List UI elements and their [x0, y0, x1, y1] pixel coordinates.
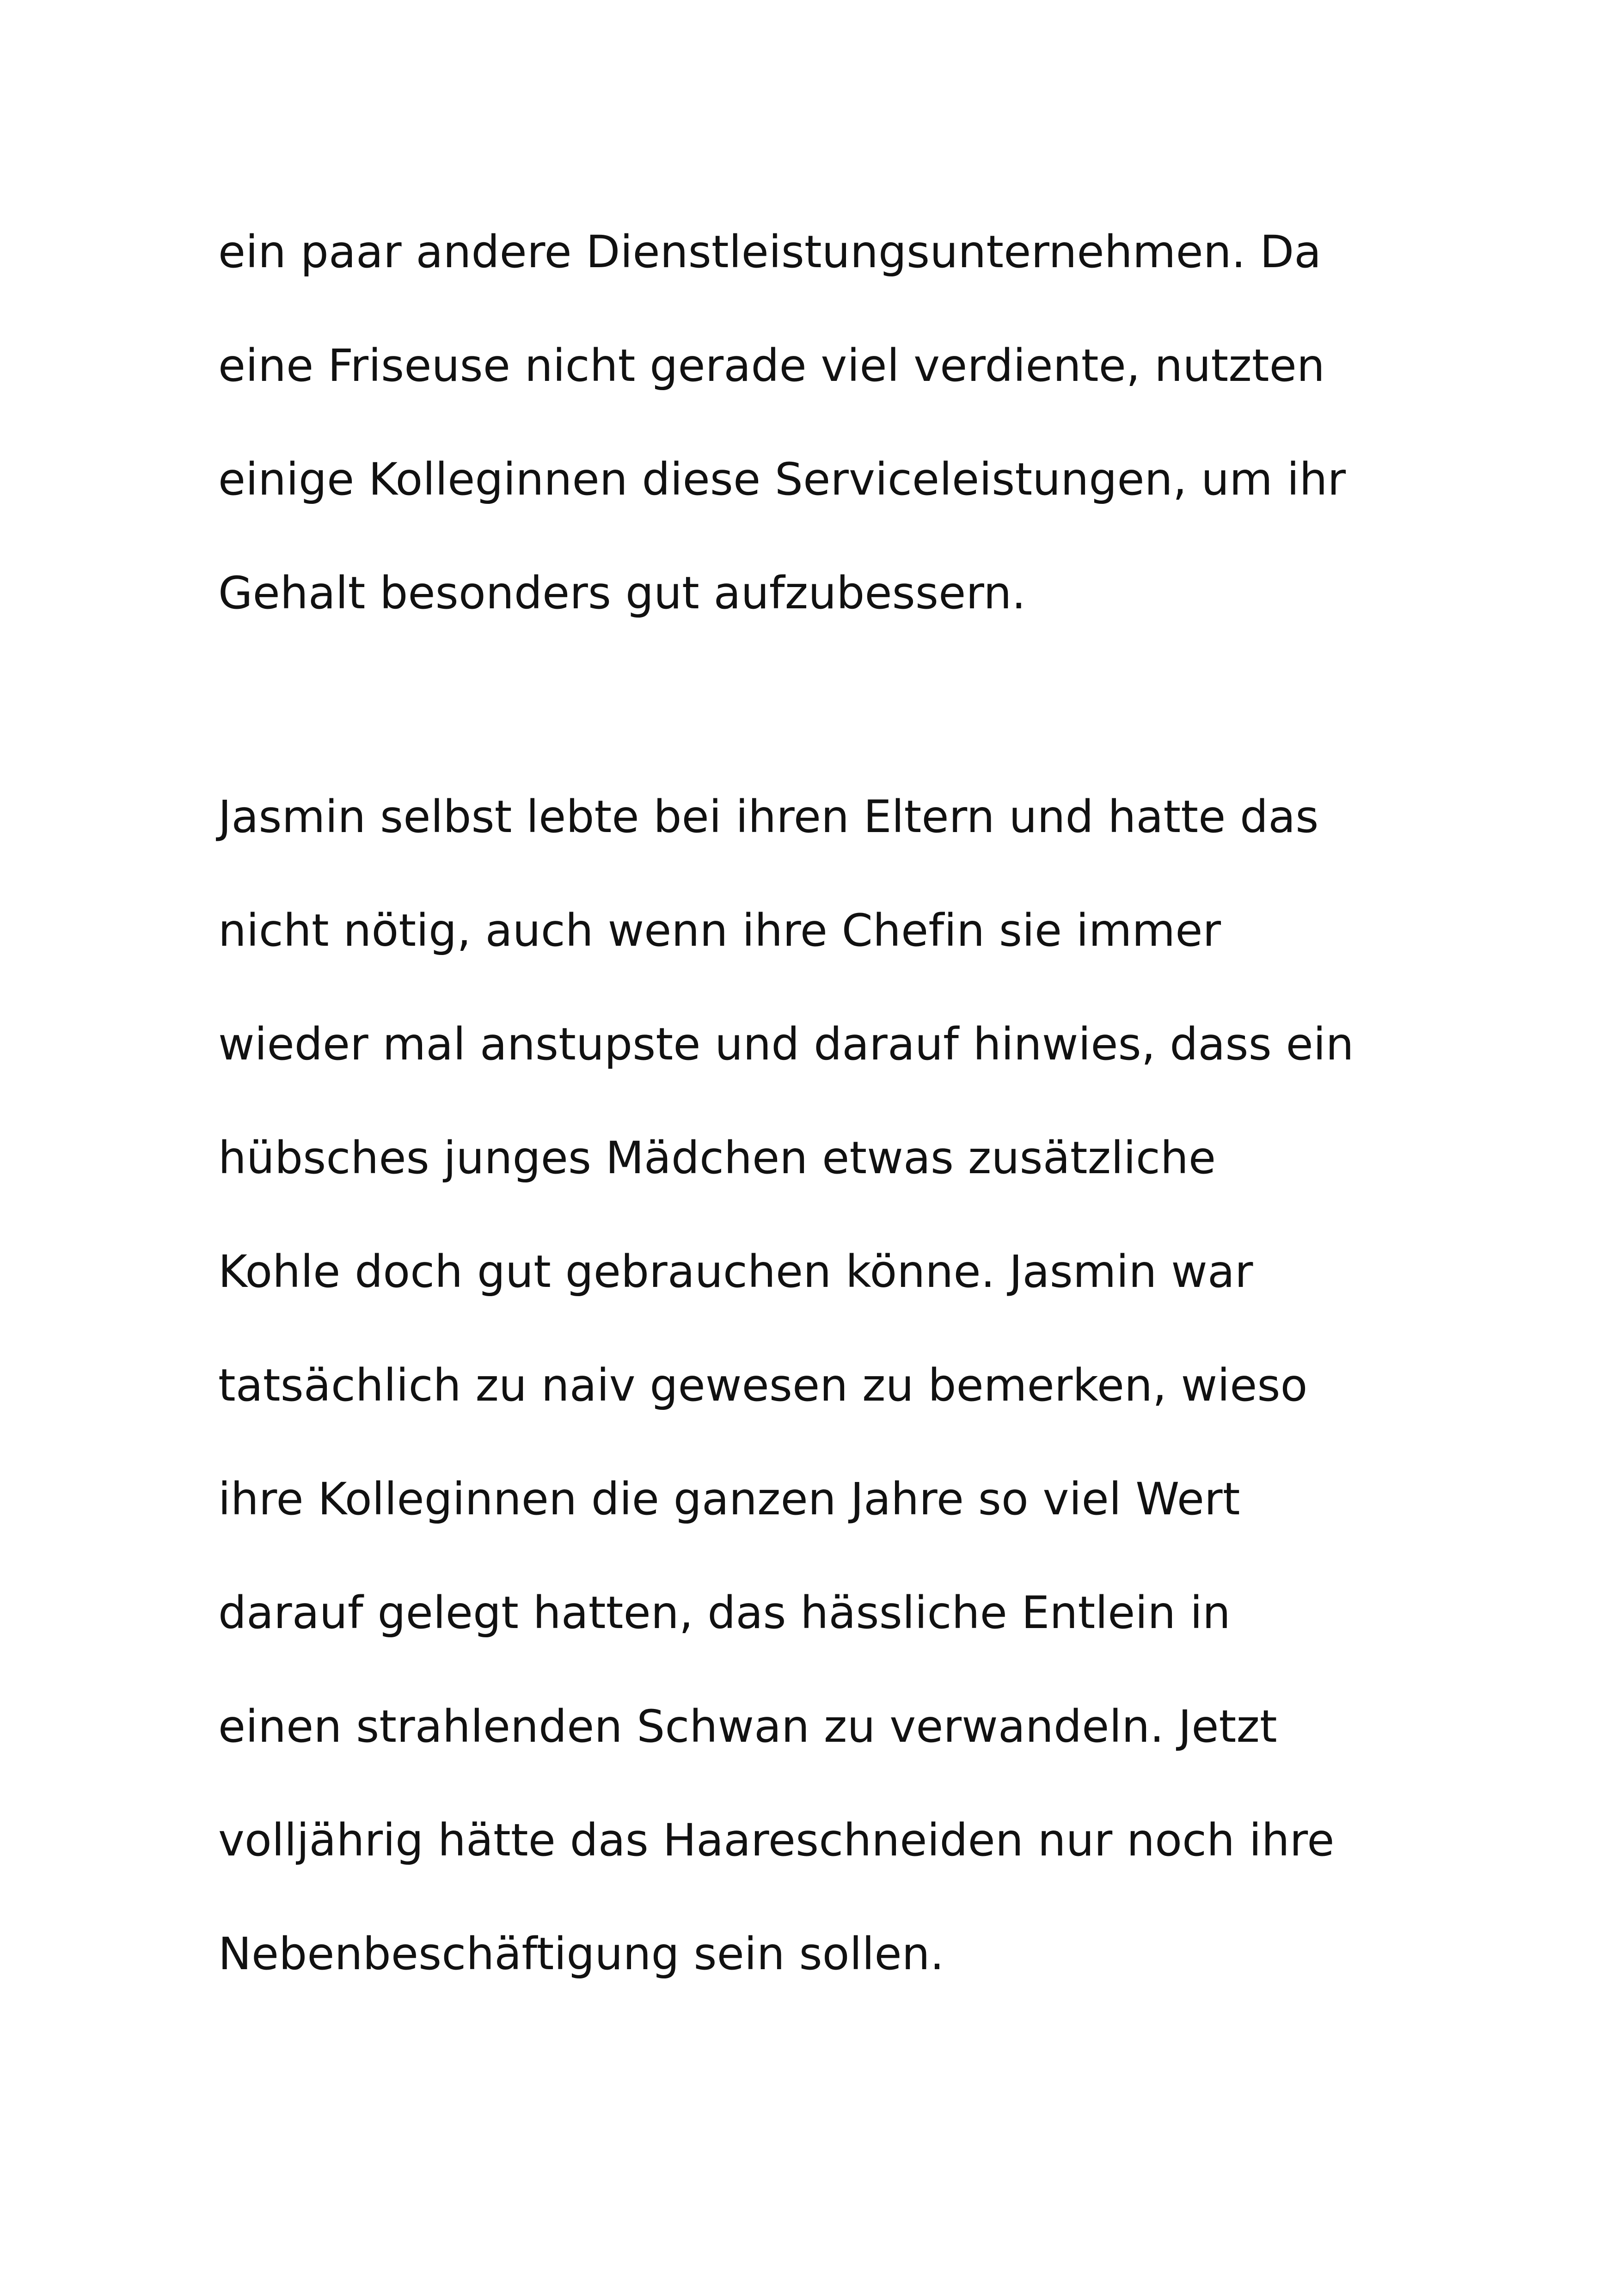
text-line: nicht nötig, auch wenn ihre Chefin sie immer	[218, 905, 1221, 956]
text-line: ihre Kolleginnen die ganzen Jahre so viel Wert	[218, 1473, 1240, 1525]
text-line: Kohle doch gut gebrauchen könne. Jasmin war	[218, 1246, 1253, 1298]
text-line: tatsächlich zu naiv gewesen zu bemerken, wieso	[218, 1359, 1308, 1411]
text-line: darauf gelegt hatten, das hässliche Entlein in	[218, 1587, 1231, 1639]
text-line: hübsches junges Mädchen etwas zusätzliche	[218, 1132, 1216, 1184]
text-line: einen strahlenden Schwan zu verwandeln. Jetzt	[218, 1701, 1277, 1752]
text-line: wieder mal anstupste und darauf hinwies, dass ein	[218, 1018, 1354, 1070]
text-line: volljährig hätte das Haareschneiden nur noch ihre	[218, 1814, 1335, 1866]
text-line: Gehalt besonders gut aufzubessern.	[218, 567, 1026, 619]
text-line: Jasmin selbst lebte bei ihren Eltern und hatte das	[218, 791, 1319, 843]
text-line: ein paar andere Dienstleistungsunternehmen. Da	[218, 226, 1322, 278]
text-line: einige Kolleginnen diese Serviceleistungen, um ihr	[218, 453, 1346, 505]
text-line: eine Friseuse nicht gerade viel verdiente, nutzten	[218, 340, 1325, 392]
text-line: Nebenbeschäftigung sein sollen.	[218, 1928, 944, 1980]
